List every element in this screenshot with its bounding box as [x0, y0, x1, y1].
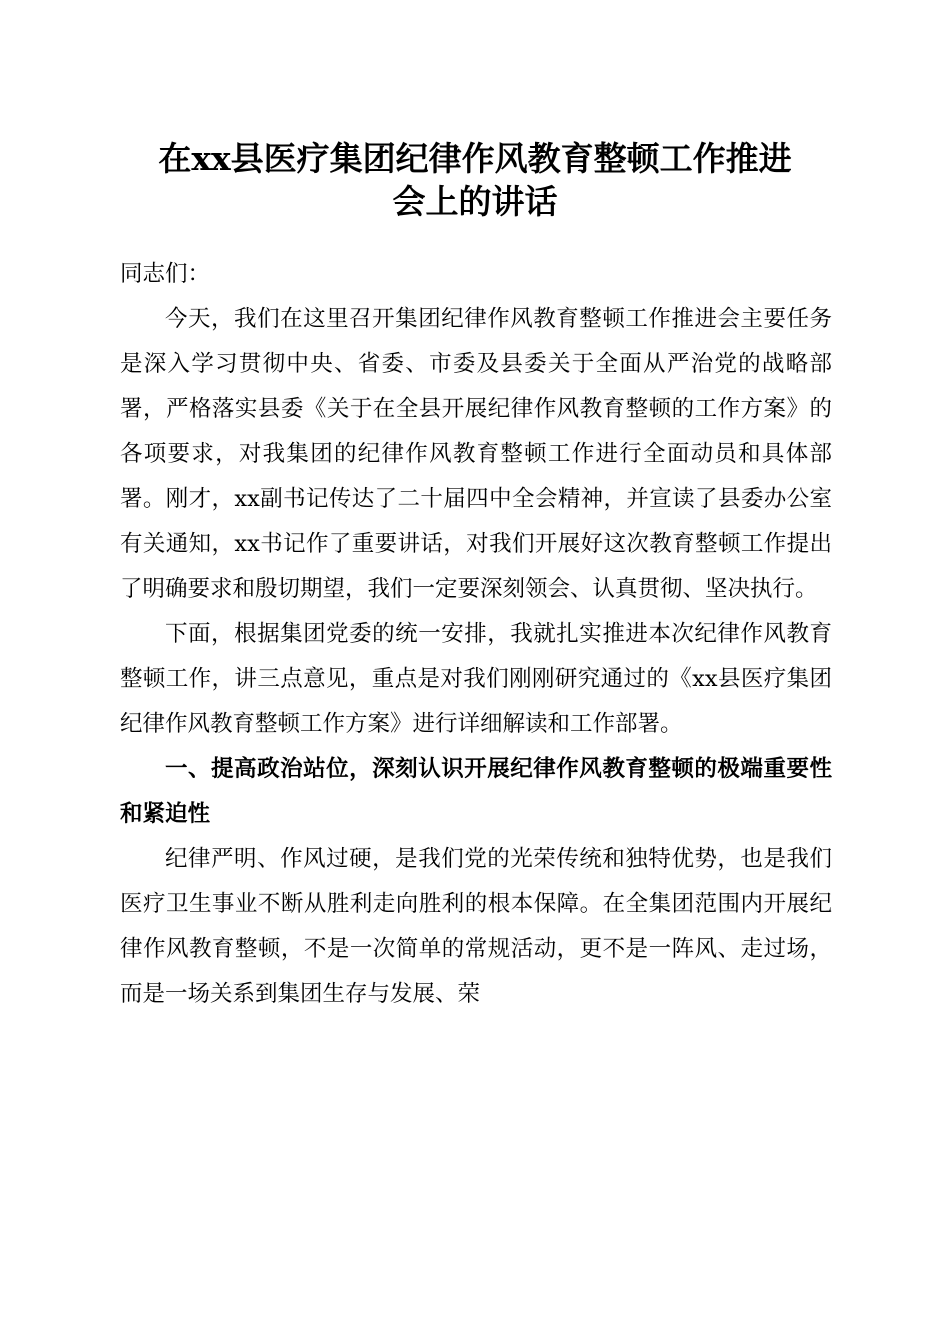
paragraph-outline: 下面，根据集团党委的统一安排，我就扎实推进本次纪律作风教育整顿工作，讲三点意见，重点是对我们刚刚研究通过的《xx县医疗集团纪律作风教育整顿工作方案》进行详细解读和工作部署。	[120, 621, 832, 737]
salutation: 同志们：	[120, 261, 211, 287]
paragraph-opening: 今天，我们在这里召开集团纪律作风教育整顿工作推进会主要任务是深入学习贯彻中央、省委、市委及县委关于全面从严治党的战略部署，严格落实县委《关于在全县开展纪律作风教育整顿的工作方案》的各项要求，对我集团的纪律作风教育整顿工作进行全面动员和具体部署。刚才，xx副书记传达了二十届四中全会精神，并宣读了县委办公室有关通知，xx书记作了重要讲话，对我们开展好这次教育整顿工作提出了明确要求和殷切期望，我们一定要深刻领会、认真贯彻、坚决执行。	[120, 306, 832, 602]
title-line-2: 会上的讲话	[392, 182, 558, 221]
document-title	[110, 137, 840, 223]
title-line-1: 在xx县医疗集团纪律作风教育整顿工作推进	[158, 139, 792, 178]
section-1-paragraph: 纪律严明、作风过硬，是我们党的光荣传统和独特优势，也是我们医疗卫生事业不断从胜利走向胜利的根本保障。在全集团范围内开展纪律作风教育整顿，不是一次简单的常规活动，更不是一阵风、走过场，而是一场关系到集团生存与发展、荣	[120, 846, 832, 1007]
document-body	[120, 252, 832, 1017]
section-heading-1: 一、提高政治站位，深刻认识开展纪律作风教育整顿的极端重要性和紧迫性	[120, 756, 832, 827]
